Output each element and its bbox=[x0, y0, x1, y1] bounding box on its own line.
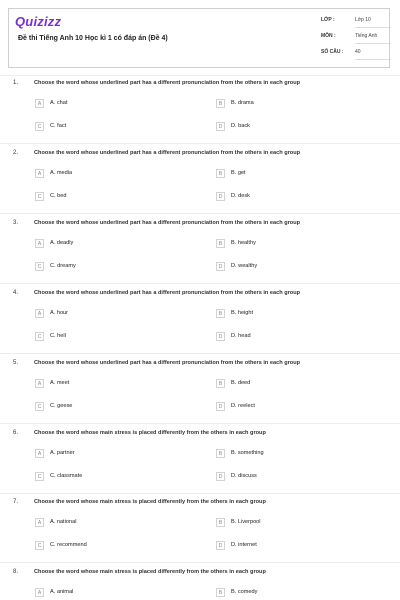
option-letter-box: B bbox=[216, 99, 225, 108]
option-letter-box: D bbox=[216, 122, 225, 131]
question-text: Choose the word whose main stress is placed differently from the others in each group bbox=[34, 569, 266, 575]
option-text: C. fact bbox=[50, 123, 67, 129]
option-text: C. classmate bbox=[50, 473, 83, 479]
question-number: 4. bbox=[13, 290, 19, 296]
question-divider bbox=[0, 562, 400, 563]
question-text: Choose the word whose underlined part has a different pronunciation from the others in each group bbox=[34, 360, 301, 366]
question-text: Choose the word whose main stress is placed differently from the others in each group bbox=[34, 430, 266, 436]
question-count-underline bbox=[355, 59, 391, 60]
option-letter-box: B bbox=[216, 169, 225, 178]
option-text: B. healthy bbox=[231, 240, 256, 246]
option-text: D. back bbox=[231, 123, 250, 129]
option-text: A. hour bbox=[50, 310, 69, 316]
option-text: A. animal bbox=[50, 589, 74, 595]
option-letter-box: A bbox=[35, 309, 44, 318]
option-letter-box: A bbox=[35, 379, 44, 388]
option-letter-box: A bbox=[35, 239, 44, 248]
option-letter-box: C bbox=[35, 402, 44, 411]
question-text: Choose the word whose underlined part has a different pronunciation from the others in each group bbox=[34, 150, 301, 156]
option-letter-box: D bbox=[216, 192, 225, 201]
question-number: 6. bbox=[13, 430, 19, 436]
question-text: Choose the word whose main stress is placed differently from the others in each group bbox=[34, 499, 266, 505]
option-text: A. partner bbox=[50, 450, 75, 456]
option-text: B. Liverpool bbox=[231, 519, 261, 525]
option-text: C. recommend bbox=[50, 542, 87, 548]
question-text: Choose the word whose underlined part has a different pronunciation from the others in each group bbox=[34, 220, 301, 226]
option-letter-box: D bbox=[216, 472, 225, 481]
page-title: Đề thi Tiếng Anh 10 Học kì 1 có đáp án (Đề 4) bbox=[18, 35, 168, 42]
option-text: A. meet bbox=[50, 380, 70, 386]
option-letter-box: D bbox=[216, 262, 225, 271]
question-number: 7. bbox=[13, 499, 19, 505]
question-count-label: SỐ CÂU : bbox=[321, 49, 344, 55]
option-letter-box: B bbox=[216, 588, 225, 597]
question-number: 5. bbox=[13, 360, 19, 366]
option-letter-box: A bbox=[35, 518, 44, 527]
option-letter-box: B bbox=[216, 518, 225, 527]
option-letter-box: A bbox=[35, 169, 44, 178]
option-text: A. national bbox=[50, 519, 77, 525]
option-text: C. hell bbox=[50, 333, 66, 339]
option-letter-box: C bbox=[35, 472, 44, 481]
option-text: A. media bbox=[50, 170, 73, 176]
option-text: B. drama bbox=[231, 100, 254, 106]
option-letter-box: D bbox=[216, 402, 225, 411]
question-divider bbox=[0, 213, 400, 214]
option-letter-box: C bbox=[35, 332, 44, 341]
question-number: 8. bbox=[13, 569, 19, 575]
option-text: D. desk bbox=[231, 193, 250, 199]
option-letter-box: C bbox=[35, 541, 44, 550]
option-text: C. geese bbox=[50, 403, 73, 409]
option-letter-box: A bbox=[35, 588, 44, 597]
option-text: C. dreamy bbox=[50, 263, 76, 269]
class-value: Lớp 10 bbox=[355, 17, 371, 23]
option-letter-box: B bbox=[216, 239, 225, 248]
option-text: A. chat bbox=[50, 100, 68, 106]
option-text: C. bed bbox=[50, 193, 67, 199]
option-text: B. height bbox=[231, 310, 254, 316]
option-text: B. deed bbox=[231, 380, 251, 386]
subject-underline bbox=[355, 43, 391, 44]
option-text: D. discuss bbox=[231, 473, 257, 479]
option-letter-box: A bbox=[35, 449, 44, 458]
subject-value: Tiếng Anh bbox=[355, 33, 378, 39]
option-letter-box: D bbox=[216, 541, 225, 550]
question-text: Choose the word whose underlined part has a different pronunciation from the others in each group bbox=[34, 80, 301, 86]
header-divider bbox=[0, 75, 400, 76]
question-count-value: 40 bbox=[355, 49, 361, 55]
class-underline bbox=[355, 27, 391, 28]
question-divider bbox=[0, 423, 400, 424]
option-text: D. internet bbox=[231, 542, 257, 548]
option-text: A. deadly bbox=[50, 240, 74, 246]
question-divider bbox=[0, 283, 400, 284]
option-text: B. get bbox=[231, 170, 246, 176]
option-text: D. wealthy bbox=[231, 263, 258, 269]
option-text: B. comedy bbox=[231, 589, 258, 595]
question-divider bbox=[0, 143, 400, 144]
option-letter-box: C bbox=[35, 122, 44, 131]
question-divider bbox=[0, 493, 400, 494]
option-letter-box: B bbox=[216, 309, 225, 318]
subject-label: MÔN : bbox=[321, 33, 336, 39]
option-letter-box: B bbox=[216, 379, 225, 388]
option-letter-box: A bbox=[35, 99, 44, 108]
option-text: D. reelect bbox=[231, 403, 255, 409]
option-text: D. head bbox=[231, 333, 251, 339]
question-text: Choose the word whose underlined part has a different pronunciation from the others in each group bbox=[34, 290, 301, 296]
option-letter-box: C bbox=[35, 262, 44, 271]
question-number: 1. bbox=[13, 80, 19, 86]
option-text: B. something bbox=[231, 450, 264, 456]
quizizz-logo: Quizizz bbox=[15, 14, 62, 29]
question-number: 3. bbox=[13, 220, 19, 226]
question-divider bbox=[0, 353, 400, 354]
option-letter-box: C bbox=[35, 192, 44, 201]
option-letter-box: B bbox=[216, 449, 225, 458]
class-label: LỚP : bbox=[321, 17, 335, 23]
option-letter-box: D bbox=[216, 332, 225, 341]
question-number: 2. bbox=[13, 150, 19, 156]
header-card bbox=[8, 8, 390, 68]
